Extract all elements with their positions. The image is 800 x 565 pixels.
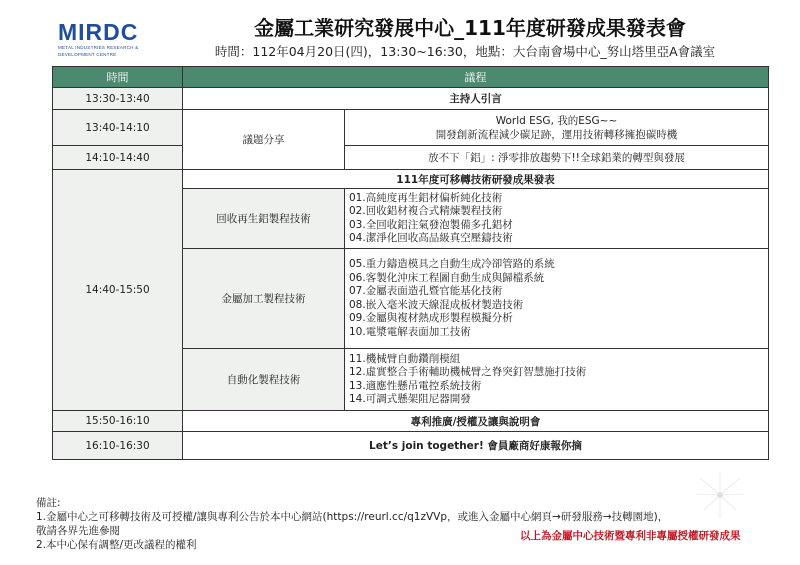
table-row (53, 170, 769, 189)
table-header-row (53, 67, 769, 88)
logo-name: MIRDC (58, 19, 139, 45)
list-item: 01.高純度再生鋁材偏析純化技術 (349, 191, 503, 204)
header-agenda: 議程 (183, 67, 769, 88)
table-row (53, 411, 769, 432)
list-item: 08.嵌入毫米波天線混成板材製造技術 (349, 298, 524, 311)
table-row (53, 88, 769, 110)
note-1-cont: 敬請各界先進參閱 (36, 525, 120, 537)
logo-line1: METAL INDUSTRIES RESEARCH & (58, 45, 139, 50)
list-item: 03.全回收鋁注氣發泡製備多孔鋁材 (349, 218, 513, 231)
row-time: 13:40-14:10 (53, 110, 183, 146)
row-topic: 議題分享 (183, 110, 345, 170)
list-item: 13.適應性懸吊電控系統技術 (349, 379, 482, 392)
row-heading: 111年度可移轉技術研發成果發表 (183, 170, 769, 189)
row-time: 13:30-13:40 (53, 88, 183, 110)
group-items (345, 249, 769, 349)
page-title: 金屬工業研究發展中心_111年度研發成果發表會 (254, 16, 686, 40)
row-agenda-line2: 開發創新流程減少碳足跡，運用技術轉移擁抱碳時機 (435, 128, 678, 141)
row-time: 16:10-16:30 (53, 432, 183, 460)
group-name: 回收再生鋁製程技術 (183, 189, 345, 249)
note-1: 1.金屬中心之可移轉技術及可授權/讓與專利公告於本中心網站(https://reurl.cc/q1zVVp，或進入金屬中心網頁→研發服務→技轉園地)， (36, 511, 669, 523)
row-time: 14:40-15:50 (53, 170, 183, 411)
dandelion-watermark-icon (690, 470, 750, 520)
list-item: 07.金屬表面造孔暨官能基化技術 (349, 285, 503, 297)
row-agenda (345, 110, 769, 146)
list-item: 11.機械臂自動鑽削模組 (349, 352, 461, 365)
notes-label: 備註: (36, 497, 61, 509)
mirdc-logo (58, 20, 154, 57)
row-agenda: 放不下「鋁」: 淨零排放趨勢下!!全球鋁業的轉型與發展 (345, 146, 769, 170)
list-item: 02.回收鋁材複合式精煉製程技術 (349, 205, 503, 217)
footer-note: 以上為金屬中心技術暨專利非專屬授權研發成果 (520, 530, 741, 542)
event-info: 時間：112年04月20日(四)，13:30~16:30，地點：大台南會場中心_努山塔里亞A會議室 (214, 44, 716, 59)
row-agenda: 主持人引言 (183, 88, 769, 110)
group-items (345, 189, 769, 249)
list-item: 06.客製化沖床工程圖自動生成與歸檔系統 (349, 271, 545, 284)
note-2: 2.本中心保有調整/更改議程的權利 (36, 539, 197, 551)
notes (36, 496, 668, 552)
list-item: 14.可調式懸架阻尼器開發 (349, 393, 471, 405)
row-agenda: 專利推廣/授權及讓與說明會 (183, 411, 769, 432)
row-time: 15:50-16:10 (53, 411, 183, 432)
table-row (53, 110, 769, 146)
row-time: 14:10-14:40 (53, 146, 183, 170)
group-name: 金屬加工製程技術 (183, 249, 345, 349)
list-item: 09.金屬與複材熱成形製程模擬分析 (349, 312, 513, 324)
logo-line2: DEVELOPMENT CENTRE (58, 51, 117, 57)
list-item: 12.虛實整合手術輔助機械臂之脊突釘智慧施打技術 (349, 366, 587, 378)
header-time: 時間 (53, 67, 183, 88)
table-row (53, 432, 769, 460)
agenda-table (52, 66, 769, 460)
row-agenda-line1: World ESG, 我的ESG~~ (495, 114, 618, 127)
list-item: 04.潔淨化回收高品級真空壓鑄技術 (349, 232, 513, 244)
row-agenda: Let’s join together! 會員廠商好康報你摘 (183, 432, 769, 460)
group-name: 自動化製程技術 (183, 349, 345, 411)
group-items (345, 349, 769, 411)
list-item: 05.重力鑄造模具之自動生成冷卻管路的系統 (349, 258, 555, 270)
list-item: 10.電漿電解表面加工技術 (349, 325, 471, 338)
table-row (53, 146, 769, 170)
